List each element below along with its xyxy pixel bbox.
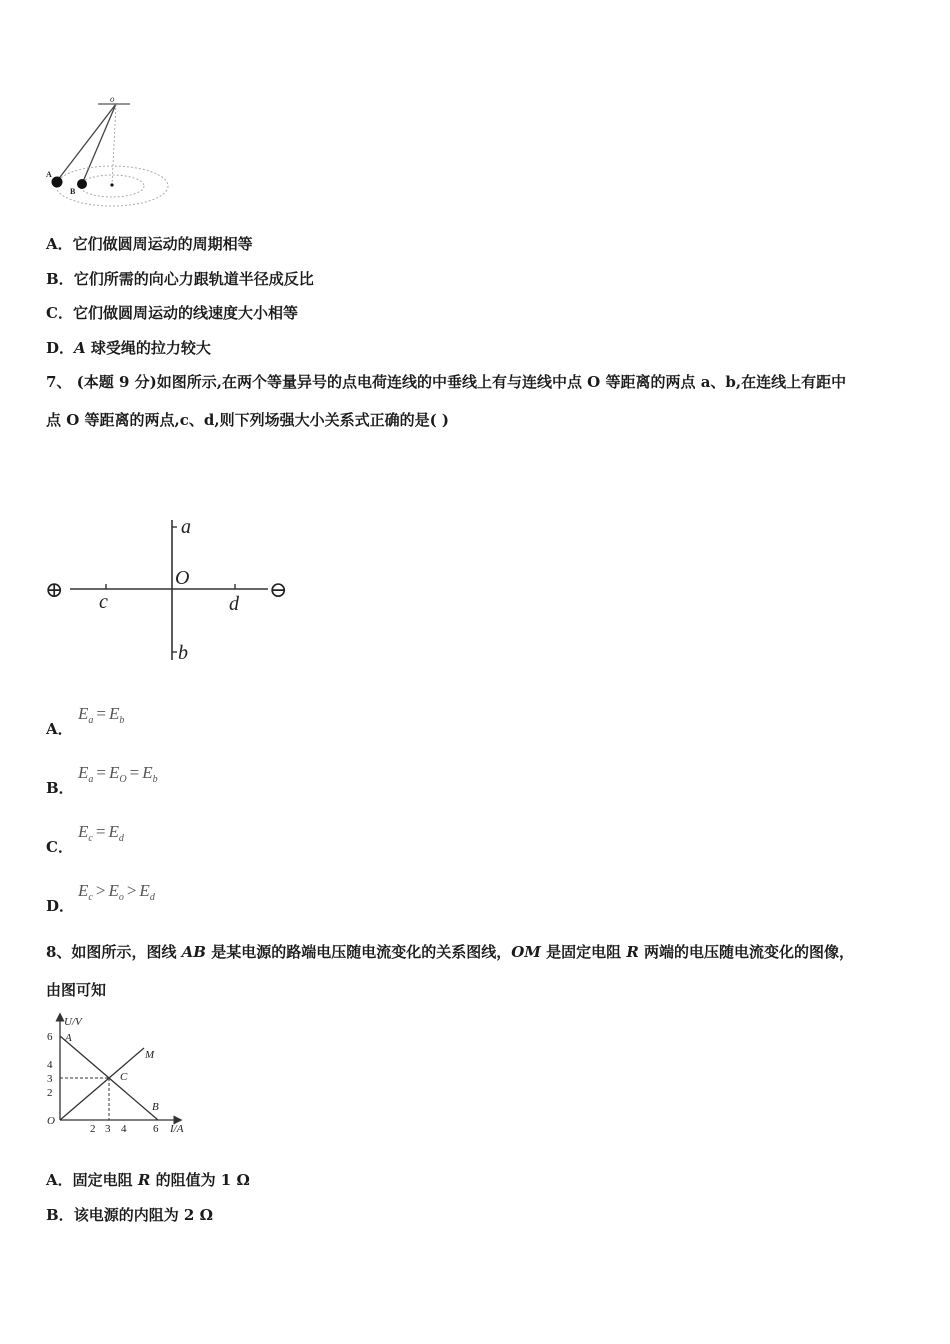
x-tick: 4 bbox=[121, 1123, 127, 1135]
q7-option-c-formula: $E_c = E_d$ bbox=[78, 822, 124, 844]
q7-option-d-letter[interactable]: D． bbox=[46, 897, 75, 915]
q6-option-b[interactable] bbox=[46, 269, 314, 289]
point-c-label: c bbox=[99, 591, 108, 613]
positive-charge: ⊕ bbox=[45, 577, 64, 602]
point-m-label: M bbox=[145, 1049, 155, 1061]
y-axis-label: U/V bbox=[64, 1016, 82, 1028]
q7-option-a-letter[interactable]: A． bbox=[46, 720, 73, 738]
origin-label: O bbox=[47, 1115, 55, 1127]
q6-option-c[interactable] bbox=[46, 303, 298, 323]
x-tick: 3 bbox=[105, 1123, 111, 1135]
q8-option-a[interactable]: A．固定电阻 R 的阻值为 1 Ω bbox=[46, 1171, 250, 1189]
point-d-label: d bbox=[229, 593, 239, 615]
y-tick: 6 bbox=[47, 1031, 53, 1043]
point-a-label: a bbox=[181, 516, 191, 538]
option-text: 它们做圆周运动的线速度大小相等 bbox=[72, 304, 298, 322]
q7-stem-line1: 7、 (本题 9 分)如图所示,在两个等量异号的点电荷连线的中垂线上有与连线中点 O 等距离的两点 a、b,在连线上有距中 bbox=[46, 373, 847, 391]
option-letter: D． bbox=[46, 339, 75, 357]
option-letter: B． bbox=[46, 270, 74, 288]
q6-option-d[interactable] bbox=[46, 338, 211, 358]
negative-charge: ⊖ bbox=[269, 577, 288, 602]
pivot-label-o: o bbox=[110, 94, 115, 104]
ball-label-b: B bbox=[70, 187, 76, 196]
ball-b bbox=[77, 179, 87, 189]
q8-stem-line1: 8、如图所示，图线 AB 是某电源的路端电压随电流变化的关系图线，OM 是固定电阻 R 两端的电压随电流变化的图像， bbox=[46, 943, 855, 961]
ball-label-a: A bbox=[46, 170, 52, 179]
q7-option-b-formula: $E_a = E_O = E_b$ bbox=[78, 763, 158, 785]
y-tick: 3 bbox=[47, 1073, 53, 1085]
y-tick: 2 bbox=[47, 1087, 53, 1099]
point-a-label: A bbox=[65, 1032, 72, 1044]
point-b-label: b bbox=[178, 642, 188, 664]
ball-a bbox=[52, 177, 63, 188]
option-text: 它们所需的向心力跟轨道半径成反比 bbox=[73, 270, 314, 288]
option-text: 它们做圆周运动的周期相等 bbox=[72, 235, 253, 253]
point-o-label: O bbox=[175, 567, 190, 589]
q7-stem-line2: 点 O 等距离的两点,c、d,则下列场强大小关系式正确的是( ) bbox=[46, 411, 449, 429]
x-tick: 2 bbox=[90, 1123, 96, 1135]
q7-option-b-letter[interactable]: B． bbox=[46, 779, 74, 797]
x-axis-label: I/A bbox=[170, 1123, 184, 1135]
x-tick: 6 bbox=[153, 1123, 159, 1135]
ui-graph bbox=[42, 1010, 202, 1140]
q7-option-d-formula: $E_c > E_o > E_d$ bbox=[78, 881, 155, 903]
q8-stem-line2: 由图可知 bbox=[46, 981, 107, 999]
option-italic: A bbox=[74, 339, 86, 357]
option-letter: A． bbox=[46, 235, 73, 253]
q7-option-a-formula: $E_a = E_b$ bbox=[78, 704, 125, 726]
y-tick: 4 bbox=[47, 1059, 53, 1071]
option-letter: C． bbox=[46, 304, 73, 322]
conical-pendulum-figure bbox=[40, 92, 180, 214]
point-c-label: C bbox=[120, 1071, 128, 1083]
q8-option-b[interactable]: B．该电源的内阻为 2 Ω bbox=[46, 1206, 213, 1224]
q7-option-c-letter[interactable]: C． bbox=[46, 838, 73, 856]
point-b-label: B bbox=[152, 1101, 159, 1113]
option-text: 球受绳的拉力较大 bbox=[85, 339, 211, 357]
q6-option-a[interactable] bbox=[46, 234, 253, 254]
charge-figure bbox=[40, 510, 300, 670]
